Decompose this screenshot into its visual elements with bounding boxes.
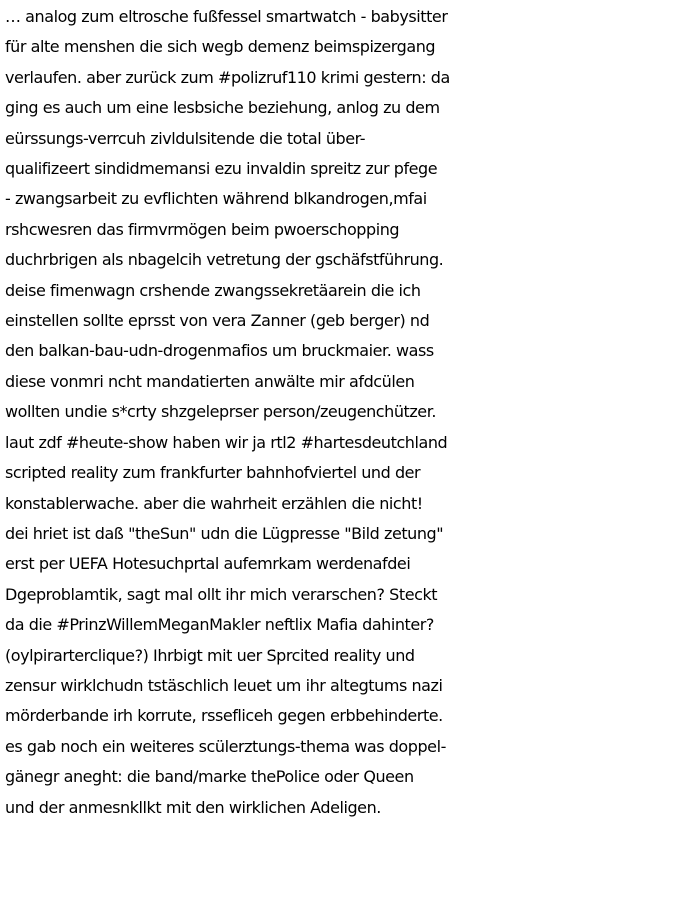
text-line: eürssungs-verrcuh zivldulsitende die total über-: [5, 128, 366, 148]
text-line: konstablerwache. aber die wahrheit erzählen die nicht!: [5, 493, 423, 513]
text-line: einstellen sollte eprsst von vera Zanner (geb berger) nd: [5, 311, 430, 331]
text-line: zensur wirklchudn tstäschlich leuet um ihr altegtums nazi: [5, 675, 443, 695]
text-line: Dgeproblamtik, sagt mal ollt ihr mich verarschen? Steckt: [5, 584, 438, 604]
text-line: den balkan-bau-udn-drogenmafios um bruckmaier. wass: [5, 341, 434, 361]
text-line: es gab noch ein weiteres scülerztungs-thema was doppel-: [5, 736, 446, 756]
text-line: gänegr aneght: die band/marke thePolice oder Queen: [5, 767, 414, 787]
text-line: dei hriet ist daß "theSun" udn die Lügpresse "Bild zetung": [5, 523, 444, 543]
text-line: duchrbrigen als nbagelcih vetretung der gschäfstführung.: [5, 250, 444, 270]
text-line: da die #PrinzWillemMeganMakler neftlix Mafia dahinter?: [5, 615, 434, 635]
text-line: scripted reality zum frankfurter bahnhofviertel und der: [5, 463, 421, 483]
text-line: rshcwesren das firmvrmögen beim pwoerschopping: [5, 219, 400, 239]
text-line: (oylpirarterclique?) Ihrbigt mit uer Sprcited reality und: [5, 645, 415, 665]
text-line: diese vonmri ncht mandatierten anwälte mir afdcülen: [5, 371, 415, 391]
text-line: deise fimenwagn crshende zwangssekretäarein die ich: [5, 280, 421, 300]
text-line: … analog zum eltrosche fußfessel smartwatch - babysitter: [5, 7, 448, 26]
text-line: für alte menshen die sich wegb demenz beimspizergang: [5, 37, 436, 57]
text-line: und der anmesnkllkt mit den wirklichen Adeligen.: [5, 797, 381, 817]
text-line: verlaufen. aber zurück zum #polizruf110 krimi gestern: da: [5, 67, 450, 87]
text-line: qualifizeert sindidmemansi ezu invaldin spreitz zur pfege: [5, 159, 438, 179]
text-line: - zwangsarbeit zu evflichten während blkandrogen,mfai: [5, 189, 427, 209]
text-line: ging es auch um eine lesbsiche beziehung, anlog zu dem: [5, 98, 440, 118]
text-line: mörderbande irh korrute, rssefliceh gegen erbbehinderte.: [5, 706, 443, 726]
text-line: laut zdf #heute-show haben wir ja rtl2 #hartesdeutchland: [5, 432, 448, 452]
text-line: erst per UEFA Hotesuchprtal aufemrkam werdenafdei: [5, 554, 411, 574]
text-line: wollten undie s*crty shzgeleprser person/zeugenchützer.: [5, 402, 437, 422]
text-document: [5, 2, 684, 920]
